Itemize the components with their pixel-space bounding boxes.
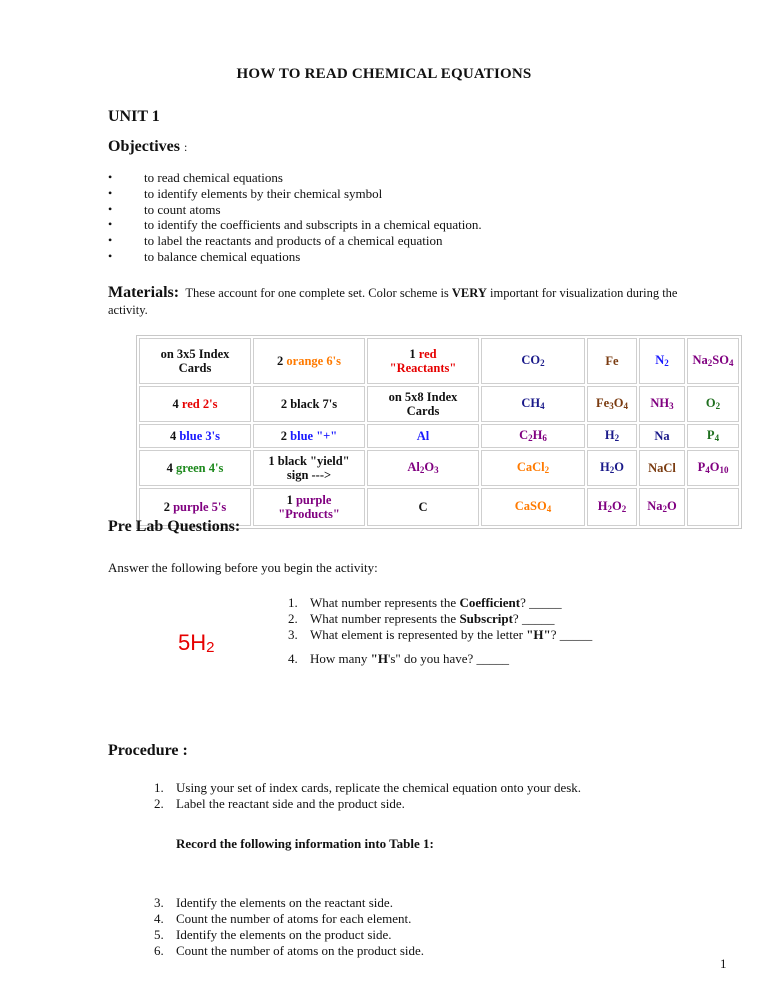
materials-table [136, 335, 742, 529]
table-cell: $H_2O$ [587, 450, 637, 486]
table-cell: 2 orange 6's [253, 338, 365, 384]
table-cell: C [367, 488, 479, 526]
procedure-heading: Procedure : [108, 742, 188, 759]
table-cell: CaCl$_2$ [481, 450, 585, 486]
list-item: 2. What number represents the Subscript? _____ [288, 611, 555, 626]
prelab-heading: Pre Lab Questions: [108, 518, 241, 535]
list-item: 3. What element is represented by the letter "H"? _____ [288, 627, 593, 642]
table-cell: 2 purple 5's [139, 488, 251, 526]
table-cell: Al [367, 424, 479, 448]
objectives-list [108, 170, 482, 265]
list-item: 1. What number represents the Coefficient? _____ [288, 595, 562, 610]
table-cell: $NH_3$ [639, 386, 685, 422]
table-cell: on 5x8 Index Cards [367, 386, 479, 422]
table-cell: 1 purple "Products" [253, 488, 365, 526]
objective-item: • to read chemical equations [108, 170, 482, 186]
table-cell: $Na_2O$ [639, 488, 685, 526]
table-cell: $H_2$ [587, 424, 637, 448]
table-cell: CaSO$_4$ [481, 488, 585, 526]
materials-paragraph: Materials: These account for one complete set. Color scheme is VERY important for visualization during the activity. [108, 284, 678, 317]
list-item: 4. Count the number of atoms for each element. [154, 911, 412, 926]
list-item: 2. Label the reactant side and the product side. [154, 796, 405, 811]
table-cell: $CO_2$ [481, 338, 585, 384]
table-row [139, 338, 739, 384]
list-item: 4. How many "H's" do you have? _____ [288, 651, 510, 666]
list-item: 5. Identify the elements on the product side. [154, 927, 392, 942]
document-title: HOW TO READ CHEMICAL EQUATIONS [236, 66, 532, 82]
page-number: 1 [720, 956, 727, 971]
table-cell: $CH_4$ [481, 386, 585, 422]
table-row [139, 386, 739, 422]
table-row [139, 424, 739, 448]
table-cell: on 3x5 Index Cards [139, 338, 251, 384]
table-cell: 1 red "Reactants" [367, 338, 479, 384]
table-cell: $Al_2O_3$ [367, 450, 479, 486]
table-cell: $N_2$ [639, 338, 685, 384]
objective-item: • to identify elements by their chemical symbol [108, 186, 482, 202]
table-cell: Fe [587, 338, 637, 384]
procedure-steps [154, 895, 424, 959]
list-item: 1. Using your set of index cards, replicate the chemical equation onto your desk. [154, 780, 582, 795]
formula-5h2: $5H_2$ [178, 630, 215, 656]
objective-item: • to balance chemical equations [108, 249, 482, 265]
objective-item: • to identify the coefficients and subscripts in a chemical equation. [108, 217, 482, 233]
objectives-heading: Objectives : [108, 138, 188, 155]
table-cell: $H_2O_2$ [587, 488, 637, 526]
table-row [139, 450, 739, 486]
table-cell: 2 black 7's [253, 386, 365, 422]
unit-heading: UNIT 1 [108, 108, 160, 125]
list-item: 6. Count the number of atoms on the product side. [154, 943, 425, 958]
procedure-steps [154, 780, 581, 812]
table-cell: $C_2H_6$ [481, 424, 585, 448]
objective-item: • to count atoms [108, 202, 482, 218]
table-cell: $Na_2SO_4$ [687, 338, 739, 384]
prelab-intro: Answer the following before you begin the activity: [108, 560, 378, 575]
table-cell [687, 488, 739, 526]
table-cell: NaCl [639, 450, 685, 486]
record-instruction: Record the following information into Table 1: [176, 836, 434, 851]
table-cell: 4 red 2's [139, 386, 251, 422]
table-cell: $P_4O_{10}$ [687, 450, 739, 486]
prelab-questions [288, 595, 628, 667]
table-cell: $P_4$ [687, 424, 739, 448]
objective-item: • to label the reactants and products of a chemical equation [108, 233, 482, 249]
table-cell: Na [639, 424, 685, 448]
table-cell: 1 black "yield" sign ---> [253, 450, 365, 486]
table-cell: $Fe_3O_4$ [587, 386, 637, 422]
table-cell: 4 blue 3's [139, 424, 251, 448]
table-cell: $O_2$ [687, 386, 739, 422]
table-cell: 2 blue "+" [253, 424, 365, 448]
table-cell: 4 green 4's [139, 450, 251, 486]
list-item: 3. Identify the elements on the reactant side. [154, 895, 393, 910]
materials-heading: Materials: [108, 284, 180, 301]
